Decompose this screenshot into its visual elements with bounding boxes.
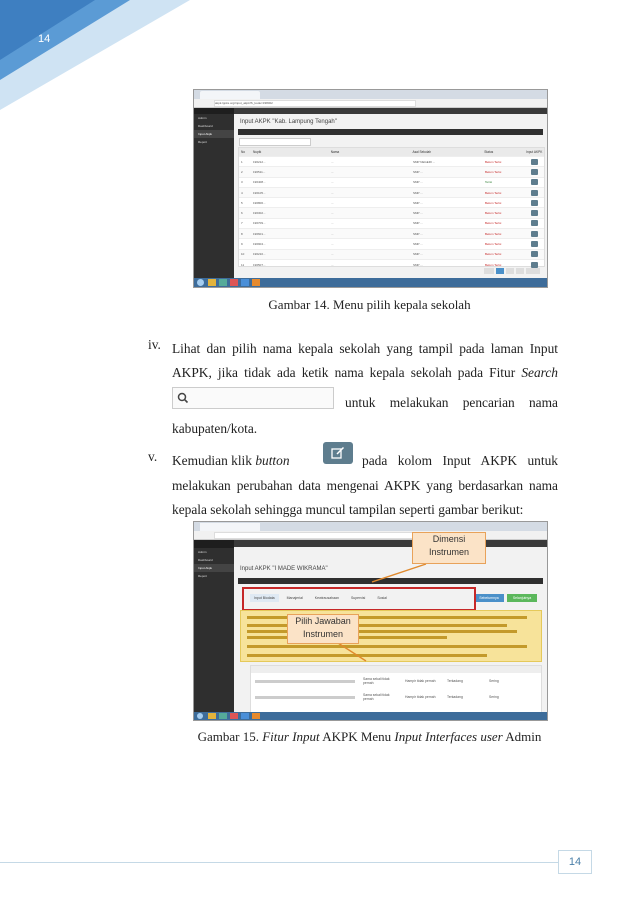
cell-sekolah: SMP ... bbox=[413, 231, 423, 236]
table-row bbox=[239, 228, 544, 238]
cell-no: 7 bbox=[241, 221, 243, 226]
col-no: No bbox=[241, 150, 246, 154]
taskbar bbox=[194, 278, 547, 287]
cell-sekolah: SMP ... bbox=[413, 190, 423, 195]
table-row bbox=[239, 249, 544, 259]
cell-sekolah: SMP ... bbox=[413, 252, 423, 257]
page-title-2: Input AKPK "I MADE WIKRAMA" bbox=[240, 566, 328, 572]
item-v-line3: kepala sekolah sehingga muncul tampilan seperti gambar berikut: bbox=[172, 502, 524, 517]
edit-row-button[interactable] bbox=[531, 220, 538, 226]
cell-no: 9 bbox=[241, 242, 243, 247]
search-input-illustration bbox=[172, 387, 334, 409]
tab-supervisi[interactable]: Supervisi bbox=[350, 596, 366, 600]
cell-nip: 196507... bbox=[253, 262, 266, 267]
callout-pilih-jawaban: Pilih Jawaban Instrumen bbox=[287, 614, 359, 644]
cell-status: Belum Terisi bbox=[485, 169, 502, 174]
cell-sekolah: SMP ... bbox=[413, 180, 423, 185]
edit-row-button[interactable] bbox=[531, 231, 538, 237]
edit-row-button[interactable] bbox=[531, 159, 538, 165]
url-bar: akpk.lppks.org/input_akpk?k_kode=338002 bbox=[214, 100, 416, 107]
tab-sosial[interactable]: Sosial bbox=[377, 596, 387, 600]
cell-status: Belum Terisi bbox=[485, 190, 502, 195]
figure-14-screenshot bbox=[193, 89, 548, 288]
cell-status: Belum Terisi bbox=[485, 221, 502, 226]
tab-manajerial[interactable]: Manajerial bbox=[286, 596, 303, 600]
col-sekolah: Asal Sekolah bbox=[412, 150, 432, 154]
page-number-top: 14 bbox=[38, 33, 51, 45]
prev-button[interactable]: Sebelumnya bbox=[474, 594, 504, 602]
tab-kewirausahaan[interactable]: Kewirausahaan bbox=[314, 596, 339, 600]
table-row bbox=[239, 177, 544, 187]
item-iv-line4: kabupaten/kota. bbox=[172, 421, 258, 436]
cell-nama: ... bbox=[331, 159, 334, 164]
cell-nama: ... bbox=[331, 180, 334, 185]
cell-no: 8 bbox=[241, 231, 243, 236]
edit-row-button[interactable] bbox=[531, 179, 538, 185]
search-italic: Search bbox=[521, 365, 558, 380]
item-iv-line1: Lihat dan pilih nama kepala sekolah yang tampil pada laman Input bbox=[172, 341, 558, 356]
option-4b[interactable]: Sering bbox=[489, 695, 499, 699]
option-3b[interactable]: Terkadang bbox=[447, 695, 463, 699]
table-row bbox=[239, 187, 544, 197]
option-2b[interactable]: Hampir tidak pernah bbox=[405, 695, 436, 699]
edit-row-button[interactable] bbox=[531, 251, 538, 257]
table-header bbox=[239, 148, 544, 156]
sidebar2-dashboard[interactable]: Dashboard bbox=[198, 558, 213, 562]
cell-no: 11 bbox=[241, 262, 245, 267]
page-number-bottom: 14 bbox=[558, 850, 592, 874]
cell-sekolah: SMP ... bbox=[413, 200, 423, 205]
edit-button-illustration bbox=[323, 442, 353, 464]
cell-no: 10 bbox=[241, 252, 245, 257]
item-v-line1-left: Kemudian klik button bbox=[172, 453, 290, 468]
item-v-line1-right: pada kolom Input AKPK untuk bbox=[362, 453, 558, 468]
sidebar2-admin[interactable]: Admin bbox=[198, 550, 207, 554]
cell-no: 5 bbox=[241, 200, 243, 205]
page-title: Input AKPK "Kab. Lampung Tengah" bbox=[240, 119, 337, 125]
cell-sekolah: SMP ... bbox=[413, 262, 423, 267]
cell-status: Belum Terisi bbox=[485, 211, 502, 216]
edit-row-button[interactable] bbox=[531, 200, 538, 206]
option-4[interactable]: Sering bbox=[489, 679, 499, 683]
sidebar-item-input-akpk[interactable]: Input Akpk bbox=[194, 130, 234, 138]
cell-status: Belum Terisi bbox=[485, 200, 502, 205]
col-input: Input AKPK bbox=[526, 150, 543, 154]
cell-nama: ... bbox=[331, 231, 334, 236]
cell-status: Belum Terisi bbox=[485, 159, 502, 164]
footer-line bbox=[0, 862, 570, 863]
sidebar-item-admin[interactable]: Admin bbox=[198, 116, 207, 120]
edit-row-button[interactable] bbox=[531, 190, 538, 196]
option-3[interactable]: Terkadang bbox=[447, 679, 463, 683]
cell-nama: ... bbox=[331, 200, 334, 205]
table-row bbox=[239, 156, 544, 166]
sidebar-item-report[interactable]: Report bbox=[198, 140, 208, 144]
taskbar-2 bbox=[194, 712, 547, 720]
cell-nip: 196210... bbox=[253, 252, 266, 257]
cell-no: 2 bbox=[241, 169, 243, 174]
edit-row-button[interactable] bbox=[531, 241, 538, 247]
table-search-input[interactable] bbox=[239, 138, 311, 146]
cell-no: 6 bbox=[241, 211, 243, 216]
option-1[interactable]: Sama sekali tidak pernah bbox=[363, 677, 390, 685]
cell-sekolah: SMP NEGERI ... bbox=[413, 159, 436, 164]
col-nama: Nama bbox=[330, 150, 340, 154]
cell-nip: 196105... bbox=[253, 190, 266, 195]
table-row bbox=[239, 238, 544, 248]
cell-no: 1 bbox=[241, 159, 243, 164]
callout-dimensi-instrumen: Dimensi Instrumen bbox=[412, 532, 486, 564]
cell-no: 3 bbox=[241, 180, 243, 185]
figure-14-caption: Gambar 14. Menu pilih kepala sekolah bbox=[268, 297, 471, 312]
table-row bbox=[239, 218, 544, 228]
col-status: Status bbox=[484, 150, 494, 154]
cell-nip: 196806... bbox=[253, 200, 266, 205]
item-iv-line2: AKPK, jika tidak ada ketik nama kepala sekolah pada Fitur Search bbox=[172, 365, 558, 380]
col-nuptk: Nuptk bbox=[252, 150, 262, 154]
cell-status: Belum Terisi bbox=[485, 252, 502, 257]
cell-nama: ... bbox=[331, 242, 334, 247]
next-button[interactable]: Selanjutnya bbox=[507, 594, 537, 602]
cell-status: Belum Terisi bbox=[485, 262, 502, 267]
cell-sekolah: SMP ... bbox=[413, 242, 423, 247]
item-iv-line3: untuk melakukan pencarian nama bbox=[345, 395, 558, 410]
cell-no: 4 bbox=[241, 190, 243, 195]
cell-nip: 196904... bbox=[253, 242, 266, 247]
cell-nip: 196212... bbox=[253, 159, 266, 164]
figure-15-screenshot bbox=[193, 521, 548, 721]
edit-row-button[interactable] bbox=[531, 262, 538, 268]
cell-nama: ... bbox=[331, 190, 334, 195]
figure-15-caption: Gambar 15. Fitur Input AKPK Menu Input Interfaces user Admin bbox=[197, 729, 542, 744]
cell-sekolah: SMP ... bbox=[413, 221, 423, 226]
option-1b[interactable]: Sama sekali tidak pernah bbox=[363, 693, 390, 701]
sidebar2-report[interactable]: Report bbox=[198, 574, 208, 578]
item-v-marker: v. bbox=[148, 449, 158, 464]
cell-nip: 196302... bbox=[253, 211, 266, 216]
callout-arrows bbox=[194, 522, 547, 720]
kepala-sekolah-table bbox=[238, 147, 545, 267]
cell-sekolah: SMP ... bbox=[413, 211, 423, 216]
sidebar2-input-akpk[interactable]: Input Akpk bbox=[194, 564, 234, 572]
cell-nama: ... bbox=[331, 221, 334, 226]
table-row bbox=[239, 207, 544, 217]
cell-sekolah: SMP ... bbox=[413, 169, 423, 174]
cell-nama: ... bbox=[331, 169, 334, 174]
corner-decoration bbox=[0, 0, 190, 110]
search-icon bbox=[173, 388, 193, 408]
edit-icon bbox=[331, 446, 345, 460]
edit-row-button[interactable] bbox=[531, 210, 538, 216]
cell-status: Belum Terisi bbox=[485, 242, 502, 247]
cell-status: Terisi bbox=[485, 180, 493, 185]
table-row bbox=[239, 166, 544, 176]
item-iv-marker: iv. bbox=[148, 337, 161, 352]
option-2[interactable]: Hampir tidak pernah bbox=[405, 679, 436, 683]
edit-row-button[interactable] bbox=[531, 169, 538, 175]
cell-nama: ... bbox=[331, 252, 334, 257]
cell-nama: ... bbox=[331, 211, 334, 216]
tab-input-biodata[interactable]: Input Biodata bbox=[250, 594, 279, 602]
cell-nip: 196511... bbox=[253, 169, 266, 174]
table-row bbox=[239, 197, 544, 207]
admin-sidebar bbox=[194, 108, 234, 278]
cell-nip: 196408... bbox=[253, 180, 266, 185]
cell-nama: ... bbox=[331, 262, 334, 267]
cell-status: Belum Terisi bbox=[485, 231, 502, 236]
cell-nip: 196709... bbox=[253, 221, 266, 226]
sidebar-item-dashboard[interactable]: Dashboard bbox=[198, 124, 213, 128]
cell-nip: 196601... bbox=[253, 231, 266, 236]
item-v-line2: melakukan perubahan data mengenai AKPK yang berdasarkan nama bbox=[172, 478, 558, 493]
